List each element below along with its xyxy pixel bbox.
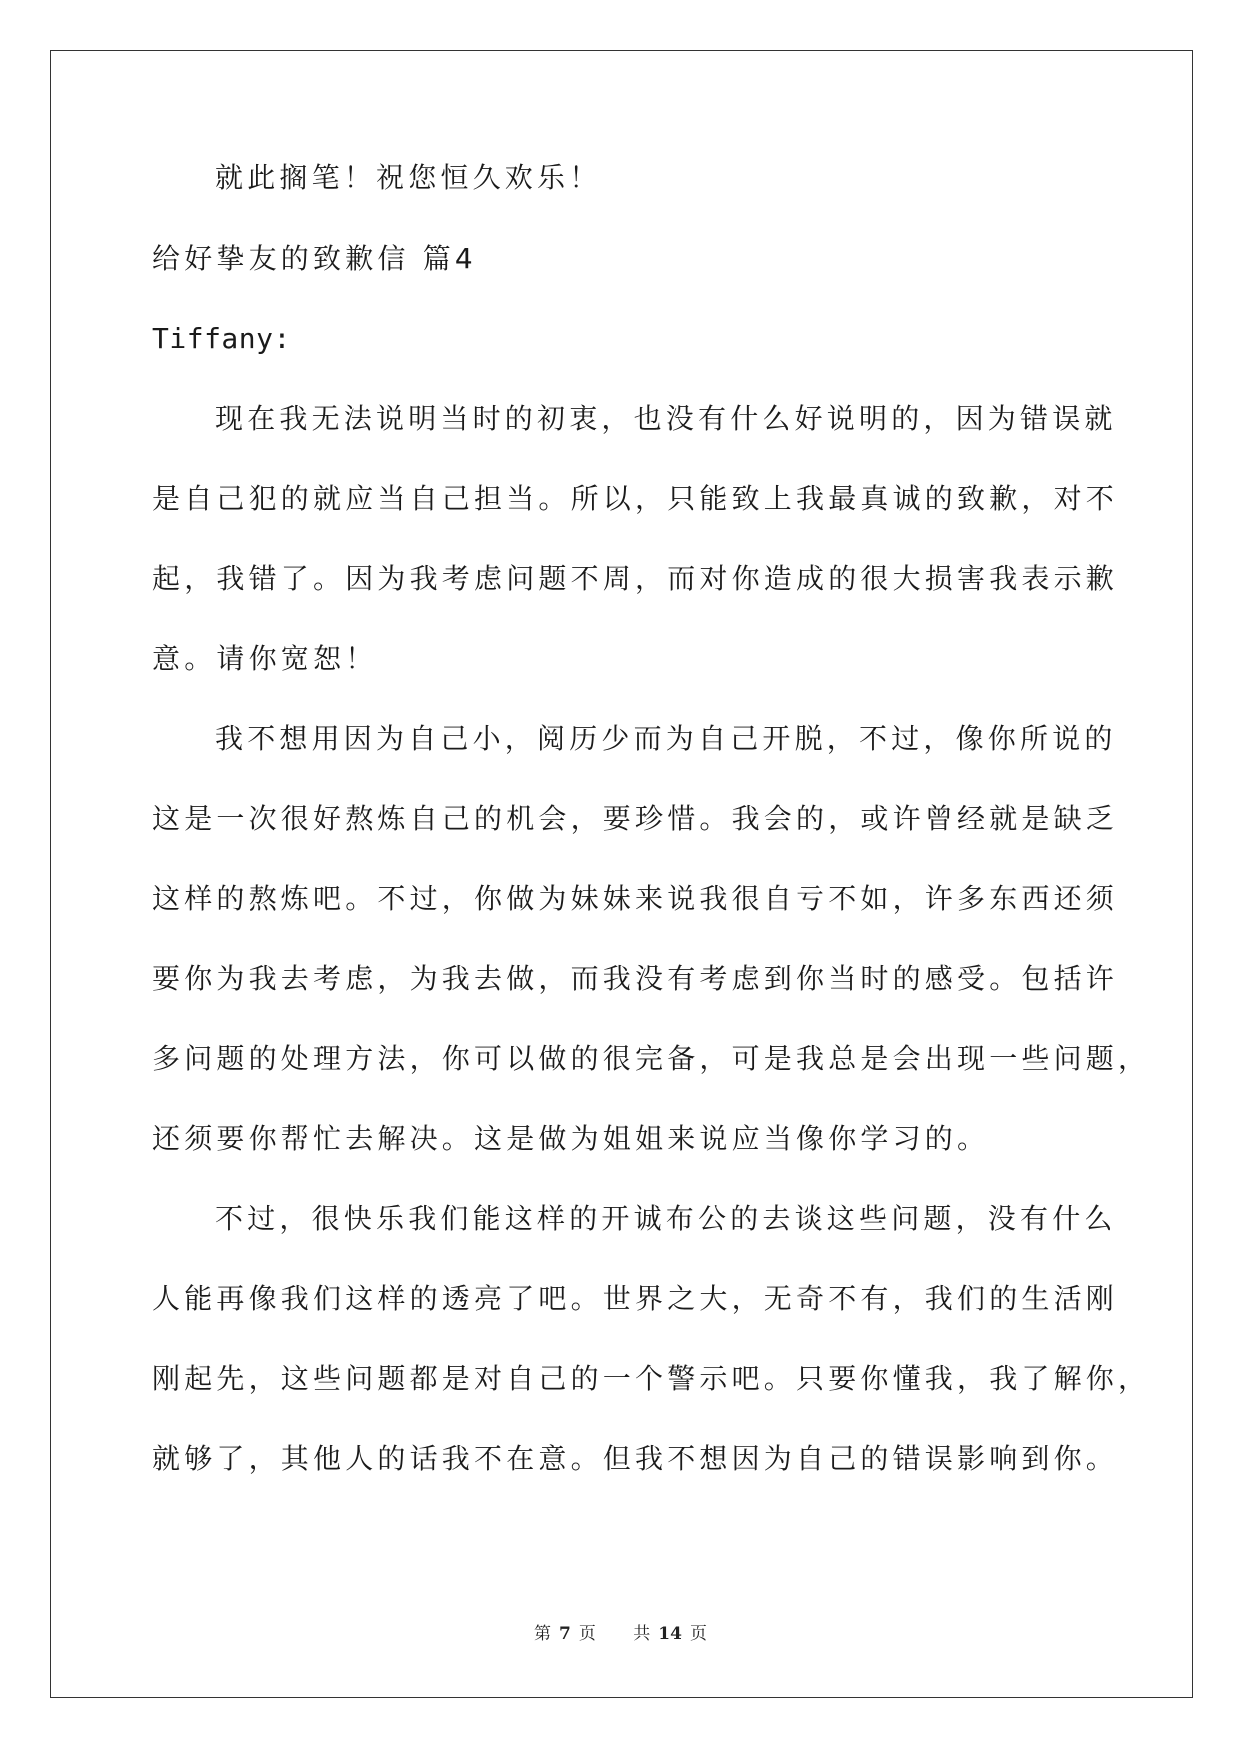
paragraph-line: 这样的熬炼吧。不过，你做为妹妹来说我很自亏不如，许多东西还须 [152, 882, 1119, 915]
page-footer [0, 1619, 1241, 1644]
paragraph-line: 现在我无法说明当时的初衷，也没有什么好说明的，因为错误就 [215, 402, 1117, 435]
paragraph-line: 意。请你宽恕！ [152, 642, 378, 675]
paragraph-line: 就够了，其他人的话我不在意。但我不想因为自己的错误影响到你。 [152, 1442, 1119, 1475]
page-total: 共 14 页 [633, 1624, 707, 1644]
paragraph-line: 起，我错了。因为我考虑问题不周，而对你造成的很大损害我表示歉 [152, 562, 1119, 595]
paragraph-line: 人能再像我们这样的透亮了吧。世界之大，无奇不有，我们的生活刚 [152, 1282, 1119, 1315]
salutation: Tiffany: [152, 322, 291, 355]
section-heading: 给好挚友的致歉信 篇4 [152, 242, 477, 275]
paragraph-line: 是自己犯的就应当自己担当。所以，只能致上我最真诚的致歉，对不 [152, 482, 1119, 515]
paragraph-line: 这是一次很好熬炼自己的机会，要珍惜。我会的，或许曾经就是缺乏 [152, 802, 1119, 835]
paragraph-line: 还须要你帮忙去解决。这是做为姐姐来说应当像你学习的。 [152, 1122, 990, 1155]
paragraph-line: 不过，很快乐我们能这样的开诚布公的去谈这些问题，没有什么 [215, 1202, 1117, 1235]
page-number: 第 7 页 [534, 1624, 596, 1644]
paragraph-line: 要你为我去考虑，为我去做，而我没有考虑到你当时的感受。包括许 [152, 962, 1119, 995]
paragraph-line: 多问题的处理方法，你可以做的很完备，可是我总是会出现一些问题， [152, 1042, 1151, 1075]
paragraph-line: 刚起先，这些问题都是对自己的一个警示吧。只要你懂我，我了解你， [152, 1362, 1151, 1395]
closing-line: 就此搁笔！祝您恒久欢乐！ [215, 161, 602, 194]
paragraph-line: 我不想用因为自己小，阅历少而为自己开脱，不过，像你所说的 [215, 722, 1117, 755]
